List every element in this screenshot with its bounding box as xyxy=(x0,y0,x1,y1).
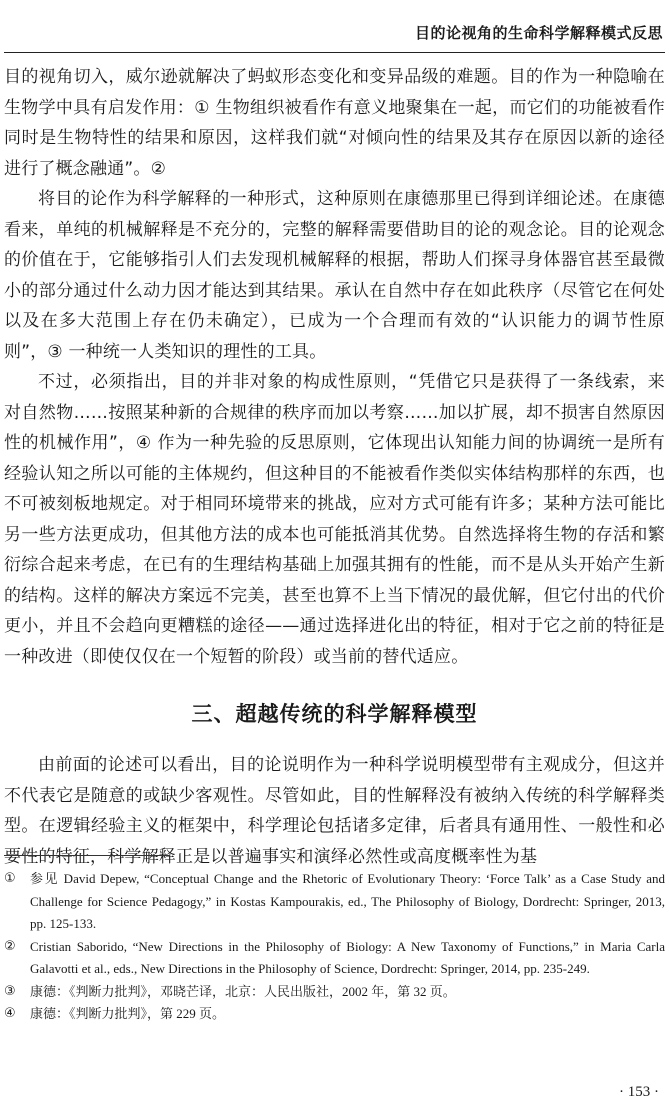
header-rule xyxy=(4,52,665,53)
footnote-text: 参见 David Depew, “Conceptual Change and the Rhetoric of Evolutionary Theory: ‘Force Talk’ as a Case Study and Challenge for Science Pedagogy,” in Kostas Kampourakis, ed., The Philosophy of Biology, Dordrecht: Springer, 2013, pp. 125-133. xyxy=(30,871,665,931)
footnote-text: Cristian Saborido, “New Directions in the Philosophy of Biology: A New Taxonomy of Functions,” in Maria Carla Galavotti et al., eds., New Directions in the Philosophy of Science, Dordrecht: Springer, 2014, pp. 235-249. xyxy=(30,938,665,976)
footnotes xyxy=(4,868,665,1026)
footnote-marker: ① xyxy=(4,871,16,886)
footnote-marker: ④ xyxy=(4,1006,16,1021)
footnote-2 xyxy=(4,936,665,981)
footnote-marker: ② xyxy=(4,938,16,954)
paragraph-2: 将目的论作为科学解释的一种形式，这种原则在康德那里已得到详细论述。在康德看来，单纯的机械解释是不充分的，完整的解释需要借助目的论的观念论。目的论观念的价值在于，它能够指引人们去发现机械解释的根据，帮助人们探寻身体器官甚至最微小的部分通过什么动力因才能达到其结果。承认在自然中存在如此秩序（尽管它在何处以及在多大范围上存在仍未确定），已成为一个合理而有效的“认识能力的调节性原则”，③ 一种统一人类知识的理性的工具。 xyxy=(4,189,665,362)
footnote-4 xyxy=(4,1003,665,1026)
footnote-rule xyxy=(4,855,169,856)
footnote-marker: ③ xyxy=(4,983,16,999)
body-text xyxy=(4,62,665,872)
page-number: · 153 · xyxy=(619,1084,659,1100)
footnote-1 xyxy=(4,868,665,936)
section-heading: 三、超越传统的科学解释模型 xyxy=(191,702,478,726)
footnote-text: 康德：《判断力批判》，第 229 页。 xyxy=(30,1006,226,1021)
section-paragraph: 由前面的论述可以看出，目的论说明作为一种科学说明模型带有主观成分，但这并不代表它是随意的或缺少客观性。尽管如此，目的性解释没有被纳入传统的科学解释类型。在逻辑经验主义的框架中，科学理论包括诸多定律，后者具有通用性、一般性和必要性的特征，科学解释正是以普遍事实和演绎必然性或高度概率性为基 xyxy=(4,755,665,867)
paragraph-3: 不过，必须指出，目的并非对象的构成性原则，“凭借它只是获得了一条线索，来对自然物……按照某种新的合规律的秩序而加以考察……加以扩展，却不损害自然原因性的机械作用”，④ 作为一种先验的反思原则，它体现出认知能力间的协调统一是所有经验认知之所以可能的主体规约，但这种目的不能被看作类似实体结构那样的东西，也不可被刻板地规定。对于相同环境带来的挑战，应对方式可能有许多；某种方法可能比另一些方法更成功，但其他方法的成本也可能抵消其优势。自然选择将生物的存活和繁衍综合起来考虑，在已有的生理结构基础上加强其拥有的性能，而不是从头开始产生新的结构。这样的解决方案远不完美，甚至也算不上当下情况的最优解，但它付出的代价更小，并且不会趋向更糟糕的途径——通过选择进化出的特征，相对于它之前的特征是一种改进（即使仅仅在一个短暂的阶段）或当前的替代适应。 xyxy=(4,372,665,667)
footnote-3 xyxy=(4,981,665,1004)
running-head: 目的论视角的生命科学解释模式反思 xyxy=(414,24,663,42)
paragraph-1: 目的视角切入，威尔逊就解决了蚂蚁形态变化和变异品级的难题。目的作为一种隐喻在生物学中具有启发作用：① 生物组织被看作有意义地聚集在一起，而它们的功能被看作同时是生物特性的结果和原因，这样我们就“对倾向性的结果及其存在原因以新的途径进行了概念融通”。② xyxy=(4,67,665,179)
footnote-text: 康德：《判断力批判》，邓晓芒译，北京：人民出版社，2002 年，第 32 页。 xyxy=(30,983,456,999)
